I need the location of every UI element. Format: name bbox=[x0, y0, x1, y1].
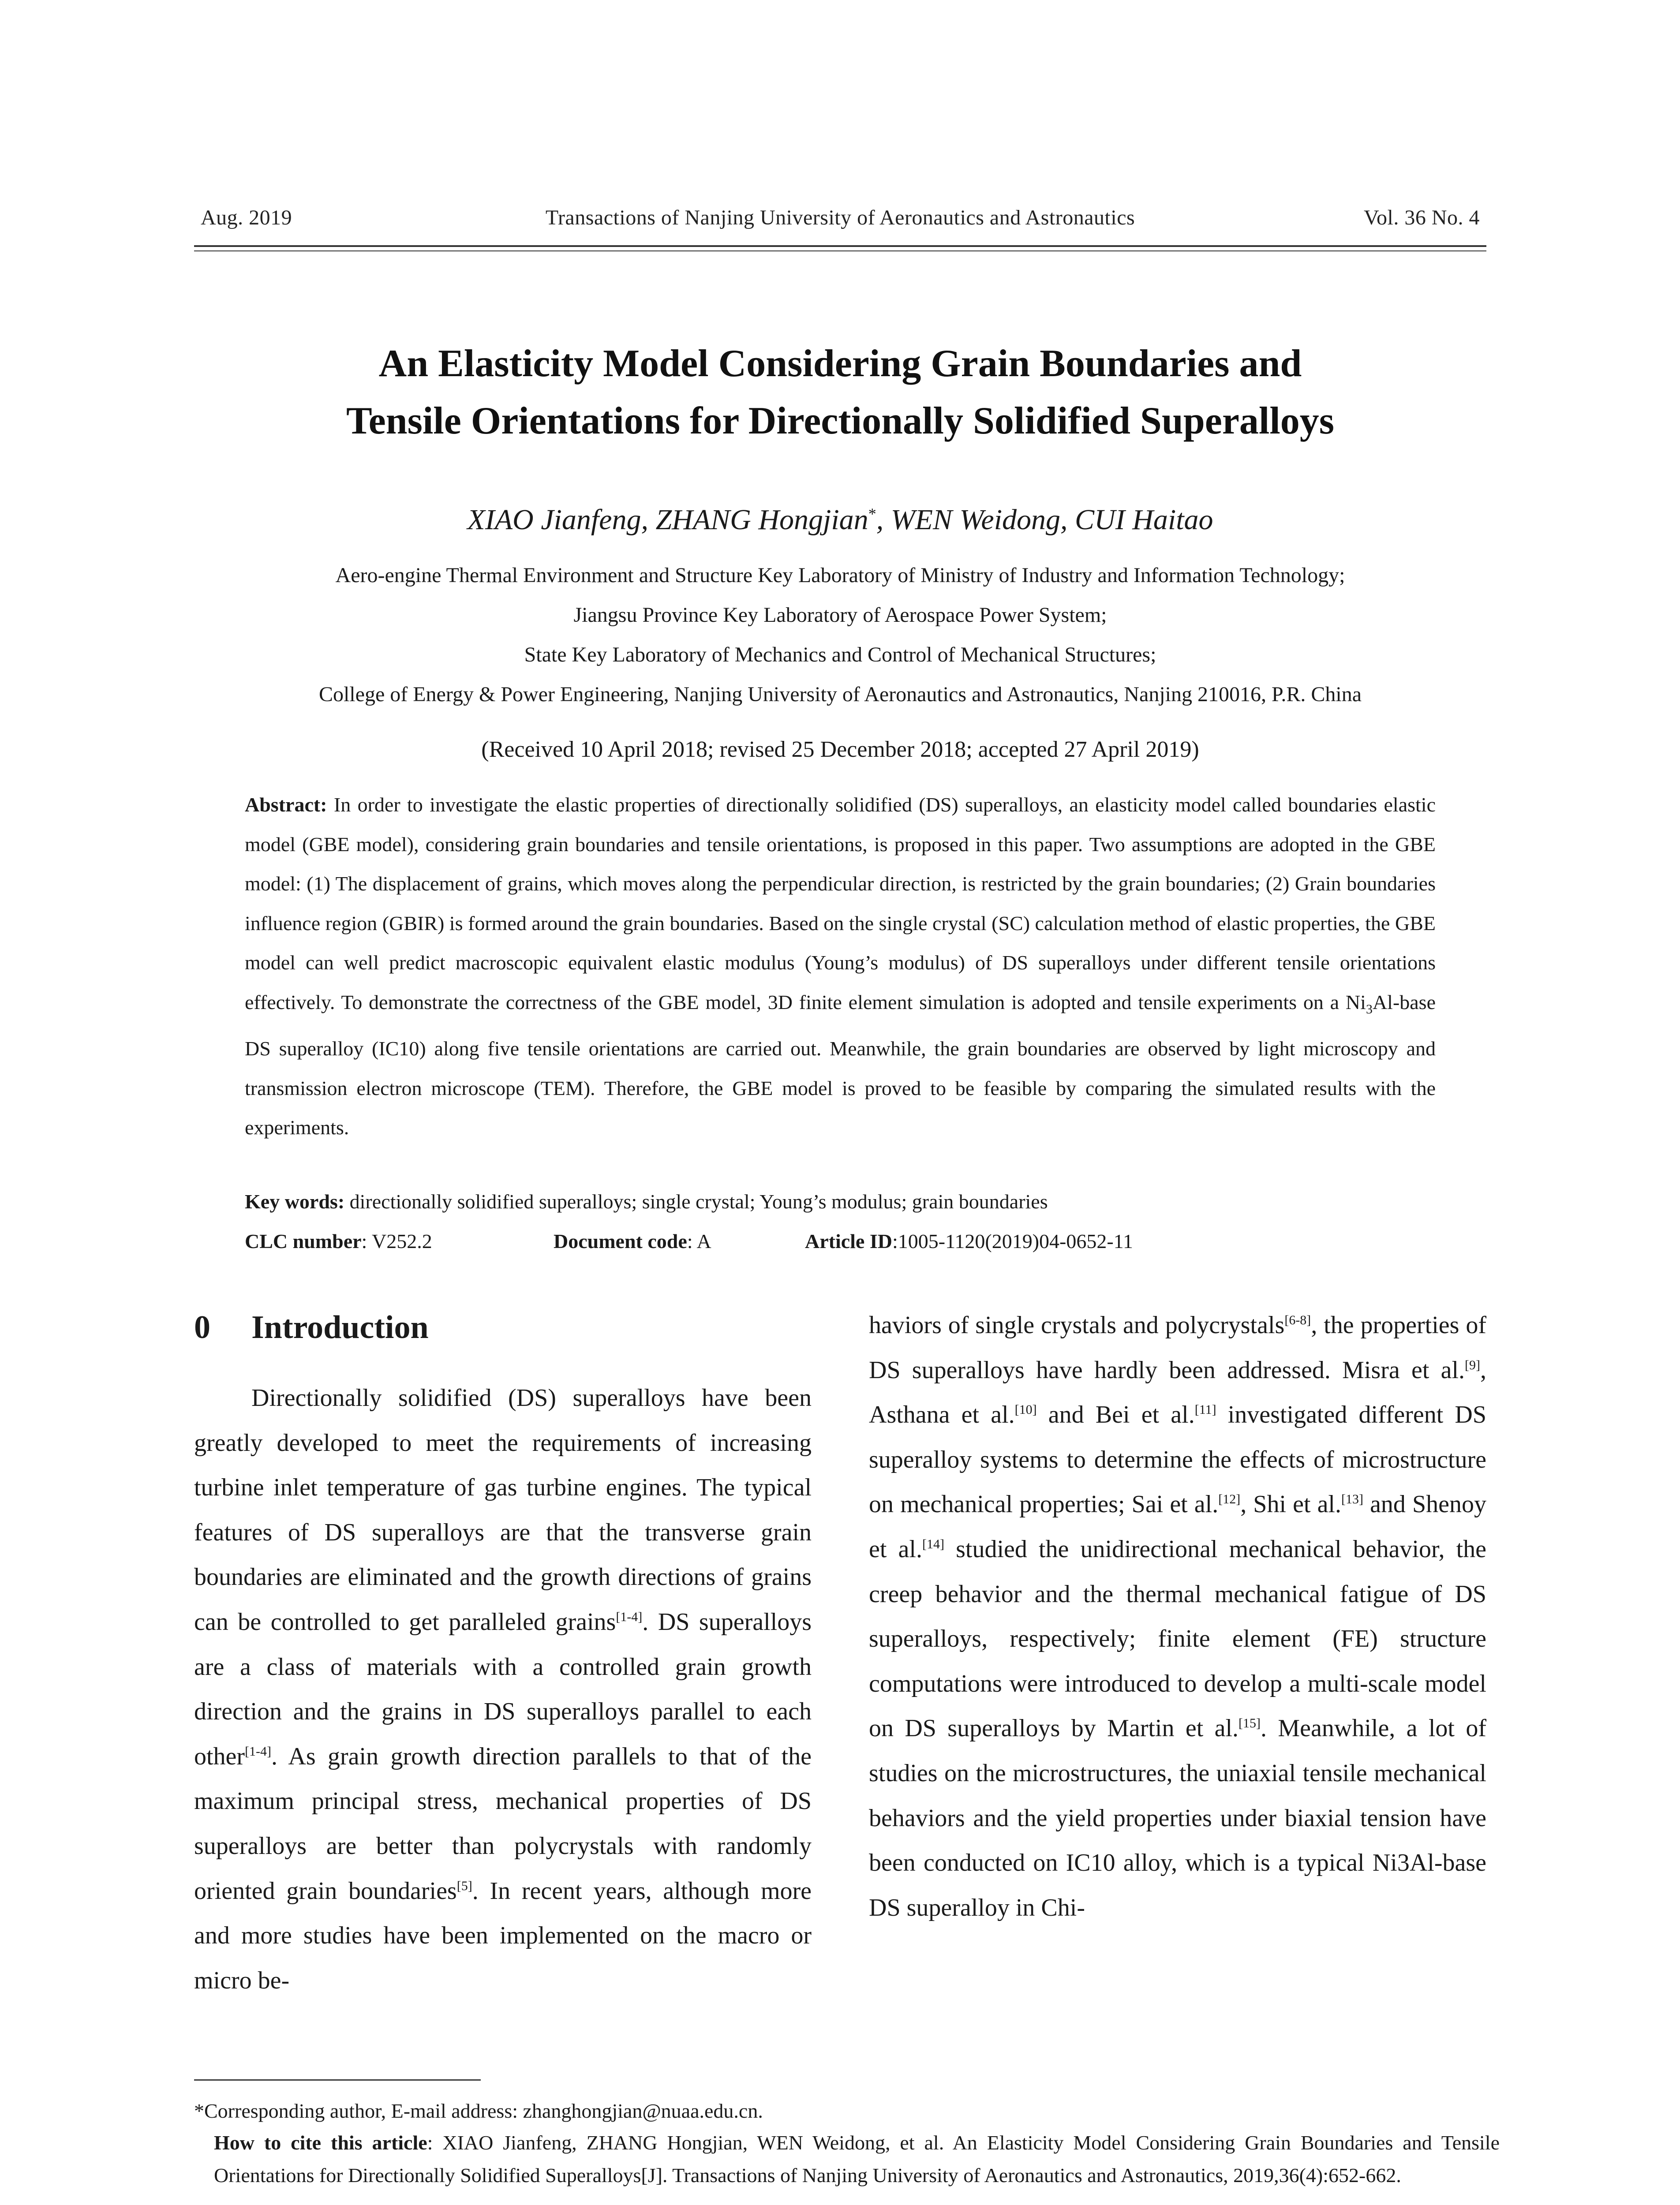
header-rule-thin bbox=[194, 250, 1486, 251]
right-text-3: , Asthana et al. bbox=[869, 1356, 1486, 1429]
keywords bbox=[245, 1182, 1436, 1222]
abstract bbox=[245, 785, 1436, 1147]
cite-text: : XIAO Jianfeng, ZHANG Hongjian, WEN Weidong, et al. An Elasticity Model Considering Grain Boundaries and Tensile Orientations for Directionally Solidified Superalloys[J]. Transactions of Nanjing University of Aeronautics and Astronautics, 2019,36(4):652-662. bbox=[214, 2131, 1500, 2186]
abstract-subscript: 3 bbox=[1366, 1002, 1373, 1017]
affiliation-2: Jiangsu Province Key Laboratory of Aerospace Power System; bbox=[573, 603, 1107, 627]
citation-note bbox=[214, 2127, 1500, 2192]
citation-ref: [14] bbox=[922, 1536, 944, 1551]
author-list bbox=[132, 494, 1548, 540]
cite-label: How to cite this article bbox=[214, 2131, 427, 2154]
article-id-label: Article ID bbox=[805, 1230, 892, 1252]
author-others: , WEN Weidong, CUI Haitao bbox=[876, 504, 1213, 536]
header-rule-thick bbox=[194, 245, 1486, 247]
doc-code-label: Document code bbox=[554, 1230, 687, 1252]
right-text-9: . Meanwhile, a lot of studies on the microstructures, the uniaxial tensile mechanical behaviors and the yield properties under biaxial tension have been conducted on IC10 alloy, which is a typical Ni3Al-base DS superalloy in Chi- bbox=[869, 1715, 1487, 1921]
running-header bbox=[194, 199, 1486, 239]
abstract-text-b: Al-base DS superalloy (IC10) along five tensile orientations are carried out. Meanwhile, the grain boundaries are observed by light microscopy and transmission electron microscope (TEM). Therefore, the GBE model is proved to be feasible by comparing the simulated results with the experiments. bbox=[245, 990, 1436, 1139]
author-zhang: ZHANG Hongjian bbox=[655, 504, 868, 536]
abstract-label: Abstract: bbox=[245, 793, 327, 816]
citation-ref: [15] bbox=[1238, 1716, 1261, 1731]
volume-number: Vol. 36 No. 4 bbox=[1364, 206, 1480, 229]
article-id-value: :1005-1120(2019)04-0652-11 bbox=[892, 1230, 1133, 1252]
citation-ref: [5] bbox=[456, 1878, 472, 1893]
footnote-rule bbox=[194, 2079, 481, 2081]
corresponding-author-note: *Corresponding author, E-mail address: zhanghongjian@nuaa.edu.cn. bbox=[194, 2100, 763, 2122]
right-text-7: and Shenoy et al. bbox=[869, 1491, 1487, 1563]
left-text-4: . In recent years, although more and more studies have been implemented on the macro or micro be- bbox=[194, 1877, 812, 1994]
left-text-3: . As grain growth direction parallels to that of the maximum principal stress, mechanical properties of DS superalloys are better than polycrystals with randomly oriented grain boundaries bbox=[194, 1742, 812, 1905]
received-dates: (Received 10 April 2018; revised 25 December 2018; accepted 27 April 2019) bbox=[481, 737, 1199, 762]
section-title: Introduction bbox=[251, 1309, 429, 1345]
keywords-text: directionally solidified superalloys; single crystal; Young’s modulus; grain boundaries bbox=[349, 1190, 1048, 1213]
affiliation-1: Aero-engine Thermal Environment and Structure Key Laboratory of Ministry of Industry and Information Technology; bbox=[335, 564, 1345, 587]
citation-ref: [12] bbox=[1218, 1492, 1241, 1507]
clc-value: : V252.2 bbox=[361, 1230, 432, 1252]
right-text-1: haviors of single crystals and polycrystals bbox=[869, 1312, 1285, 1339]
right-text-2: , the properties of DS superalloys have hardly been addressed. Misra et al. bbox=[869, 1312, 1486, 1384]
right-text-6: , Shi et al. bbox=[1240, 1491, 1341, 1518]
section-heading bbox=[194, 1305, 429, 1349]
citation-ref: [6-8] bbox=[1284, 1313, 1311, 1327]
journal-name: Transactions of Nanjing University of Aeronautics and Astronautics bbox=[545, 206, 1135, 229]
left-text-2: . DS superalloys are a class of materials with a controlled grain growth direction and the grains in DS superalloys parallel to each other bbox=[194, 1608, 812, 1770]
citation-ref: [1-4] bbox=[616, 1609, 643, 1624]
right-text-4: and Bei et al. bbox=[1036, 1401, 1195, 1429]
section-number: 0 bbox=[194, 1309, 210, 1345]
citation-ref: [11] bbox=[1194, 1402, 1216, 1417]
citation-ref: [9] bbox=[1465, 1357, 1480, 1372]
issue-date: Aug. 2019 bbox=[201, 206, 292, 229]
right-text-5: investigated different DS superalloy systems to determine the effects of microstructure on mechanical properties; Sai et al. bbox=[869, 1401, 1486, 1518]
citation-ref: [1-4] bbox=[245, 1744, 272, 1759]
doc-code-value: : A bbox=[687, 1230, 711, 1252]
corresponding-mark: * bbox=[868, 505, 876, 523]
classification-line bbox=[245, 1222, 1436, 1261]
clc-label: CLC number bbox=[245, 1230, 362, 1252]
paper-title-line-1: An Elasticity Model Considering Grain Boundaries and bbox=[378, 342, 1302, 385]
right-text-8: studied the unidirectional mechanical behavior, the creep behavior and the thermal mechanical fatigue of DS superalloys, respectively; finite element (FE) structure computations were introduced to develop a multi-scale model on DS superalloys by Martin et al. bbox=[869, 1535, 1487, 1742]
citation-ref: [13] bbox=[1341, 1492, 1363, 1507]
intro-left-column bbox=[194, 1376, 812, 2003]
abstract-text-a: In order to investigate the elastic properties of directionally solidified (DS) superalloys, an elasticity model called boundaries elastic model (GBE model), considering grain boundaries and tensile orientations, is proposed in this paper. Two assumptions are adopted in the GBE model: (1) The displacement of grains, which moves along the perpendicular direction, is restricted by the grain boundaries; (2) Grain boundaries influence region (GBIR) is formed around the grain boundaries. Based on the single crystal (SC) calculation method of elastic properties, the GBE model can well predict macroscopic equivalent elastic modulus (Young’s modulus) of DS superalloys under different tensile orientations effectively. To demonstrate the correctness of the GBE model, 3D finite element simulation is adopted and tensile experiments on a Ni bbox=[245, 793, 1436, 1013]
author-xiao: XIAO Jianfeng, bbox=[467, 504, 656, 536]
citation-ref: [10] bbox=[1014, 1402, 1037, 1417]
intro-right-column bbox=[869, 1303, 1486, 1930]
left-text-1: Directionally solidified (DS) superalloys have been greatly developed to meet the requirements of increasing turbine inlet temperature of gas turbine engines. The typical features of DS superalloys are that the transverse grain boundaries are eliminated and the growth directions of grains can be controlled to get paralleled grains bbox=[194, 1384, 812, 1636]
keywords-label: Key words: bbox=[245, 1190, 345, 1213]
paper-title-line-2: Tensile Orientations for Directionally Solidified Superalloys bbox=[346, 400, 1335, 442]
affiliation-3: State Key Laboratory of Mechanics and Control of Mechanical Structures; bbox=[524, 643, 1156, 666]
affiliation-4: College of Energy & Power Engineering, Nanjing University of Aeronautics and Astronautics, Nanjing 210016, P.R. China bbox=[318, 683, 1362, 706]
